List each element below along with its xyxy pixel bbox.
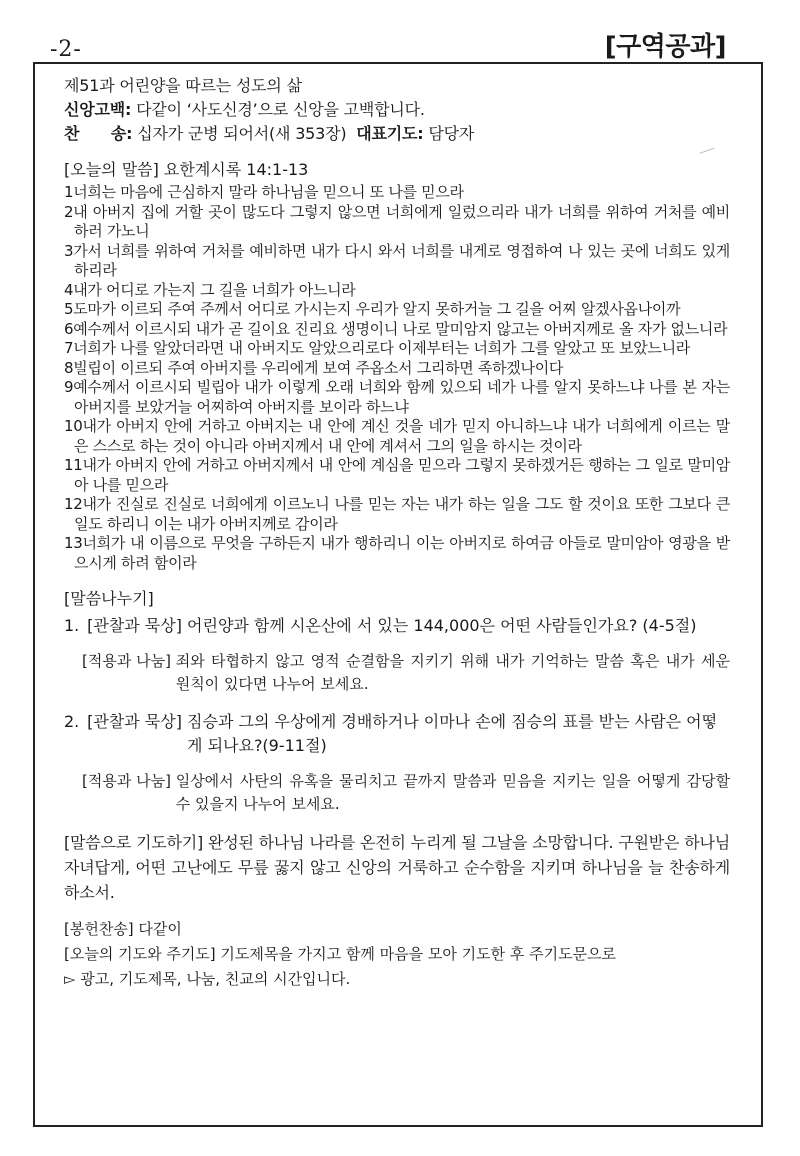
application-text: 죄와 타협하지 않고 영적 순결함을 지키기 위해 내가 기억하는 말씀 혹은 내가 세운 원칙이 있다면 나누어 보세요. <box>175 652 730 693</box>
application-tag: [적용과 나눔] <box>82 652 176 670</box>
creed-label: 신앙고백: <box>64 100 132 119</box>
verse: 10내가 아버지 안에 거하고 아버지는 내 안에 계신 것을 네가 믿지 아니하느냐 내가 너희에게 이르는 말은 스스로 하는 것이 아니라 아버지께서 내 안에 계셔서 그의 일을 하시는 것이라 <box>64 417 730 455</box>
verse: 13너희가 내 이름으로 무엇을 구하든지 내가 행하리니 이는 아버지로 하여금 아들로 말미암아 영광을 받으시게 하려 함이라 <box>64 534 730 572</box>
application-tag: [적용과 나눔] <box>82 772 176 790</box>
application-2 <box>82 770 730 816</box>
hymn-label: 찬 송: <box>64 124 133 143</box>
application-text: 일상에서 사탄의 유혹을 물리치고 끝까지 말씀과 믿음을 지키는 일을 어떻게 감당할 수 있을지 나누어 보세요. <box>175 772 730 813</box>
announcements: ▻ 광고, 기도제목, 나눔, 친교의 시간입니다. <box>64 970 351 988</box>
lesson-content <box>64 74 730 992</box>
verse: 7너희가 나를 알았더라면 내 아버지도 알았으리로다 이제부터는 너희가 그를 알았고 또 보았느니라 <box>64 339 690 357</box>
question-2 <box>64 710 730 758</box>
offering-prayer: [오늘의 기도와 주기도] 기도제목을 가지고 함께 마음을 모아 기도한 후 주기도문으로 <box>64 945 617 963</box>
question-text: 짐승과 그의 우상에게 경배하거나 이마나 손에 짐승의 표를 받는 사람은 어떻게 되나요?(9-11절) <box>187 712 718 755</box>
verse: 6예수께서 이르시되 내가 곧 길이요 진리요 생명이니 나로 말미암지 않고는 아버지께로 올 자가 없느니라 <box>64 319 728 338</box>
verse: 9예수께서 이르시되 빌립아 내가 이렇게 오래 너희와 함께 있으되 네가 나를 알지 못하느냐 나를 본 자는 아버지를 보았거늘 어찌하여 아버지를 보이라 하느냐 <box>64 378 730 416</box>
question-tag: [관찰과 묵상] <box>82 616 188 635</box>
question-tag: [관찰과 묵상] <box>82 712 188 731</box>
page-number: -2- <box>50 37 82 62</box>
verse: 8빌립이 이르되 주여 아버지를 우리에게 보여 주옵소서 그리하면 족하겠나이다 <box>64 358 564 377</box>
hymn-line <box>64 122 730 146</box>
verse: 12내가 진실로 진실로 너희에게 이르노니 나를 믿는 자는 내가 하는 일을 그도 할 것이요 또한 그보다 큰 일도 하리니 이는 내가 아버지께로 감이라 <box>64 495 730 533</box>
application-1 <box>82 650 730 696</box>
closing-hymn: [봉헌찬송] 다같이 <box>64 920 182 938</box>
verse: 3가서 너희를 위하여 거처를 예비하면 내가 다시 와서 너희를 내게로 영접하여 나 있는 곳에 너희도 있게 하리라 <box>64 241 730 279</box>
discussion-heading: [말씀나누기] <box>64 589 154 608</box>
verse: 4내가 어디로 가는지 그 길을 너희가 아느니라 <box>64 280 356 299</box>
creed-text: 다같이 ‘사도신경’으로 신앙을 고백합니다. <box>131 100 425 119</box>
hymn-text: 십자가 군병 되어서(새 353장) <box>132 124 347 143</box>
discussion-section <box>64 587 730 816</box>
question-number: 2. <box>64 712 80 731</box>
verse: 11내가 아버지 안에 거하고 아버지께서 내 안에 계심을 믿으라 그렇지 못하겠거든 행하는 그 일로 말미암아 나를 믿으라 <box>64 456 730 494</box>
prayer-text: 담당자 <box>423 124 475 143</box>
question-text: 어린양과 함께 시온산에 서 있는 144,000은 어떤 사람들인가요? (4-5절) <box>187 616 697 635</box>
closing-prayer: [말씀으로 기도하기] 완성된 하나님 나라를 온전히 누리게 될 그날을 소망합니다. 구원받은 하나님 자녀답게, 어떤 고난에도 무릎 꿇지 않고 신앙의 거룩하고 순수함을 지키며 하나님을 늘 찬송하게 하소서. <box>64 833 730 902</box>
scripture-heading: [오늘의 말씀] 요한계시록 14:1-13 <box>64 160 309 179</box>
lesson-title: 제51과 어린양을 따르는 성도의 삶 <box>64 76 302 95</box>
prayer-label: 대표기도: <box>356 124 424 143</box>
verse: 2내 아버지 집에 거할 곳이 많도다 그렇지 않으면 너희에게 일렀으리라 내가 너희를 위하여 거처를 예비하러 가노니 <box>64 202 730 240</box>
verse: 1너희는 마음에 근심하지 말라 하나님을 믿으니 또 나를 믿으라 <box>64 183 464 201</box>
verse-list <box>64 183 730 573</box>
verse: 5도마가 이르되 주여 주께서 어디로 가시는지 우리가 알지 못하거늘 그 길을 어찌 알겠사옵나이까 <box>64 300 681 318</box>
section-label: [구역공과] <box>604 32 726 62</box>
creed-line <box>64 98 730 122</box>
question-1 <box>64 614 730 638</box>
question-number: 1. <box>64 616 80 635</box>
